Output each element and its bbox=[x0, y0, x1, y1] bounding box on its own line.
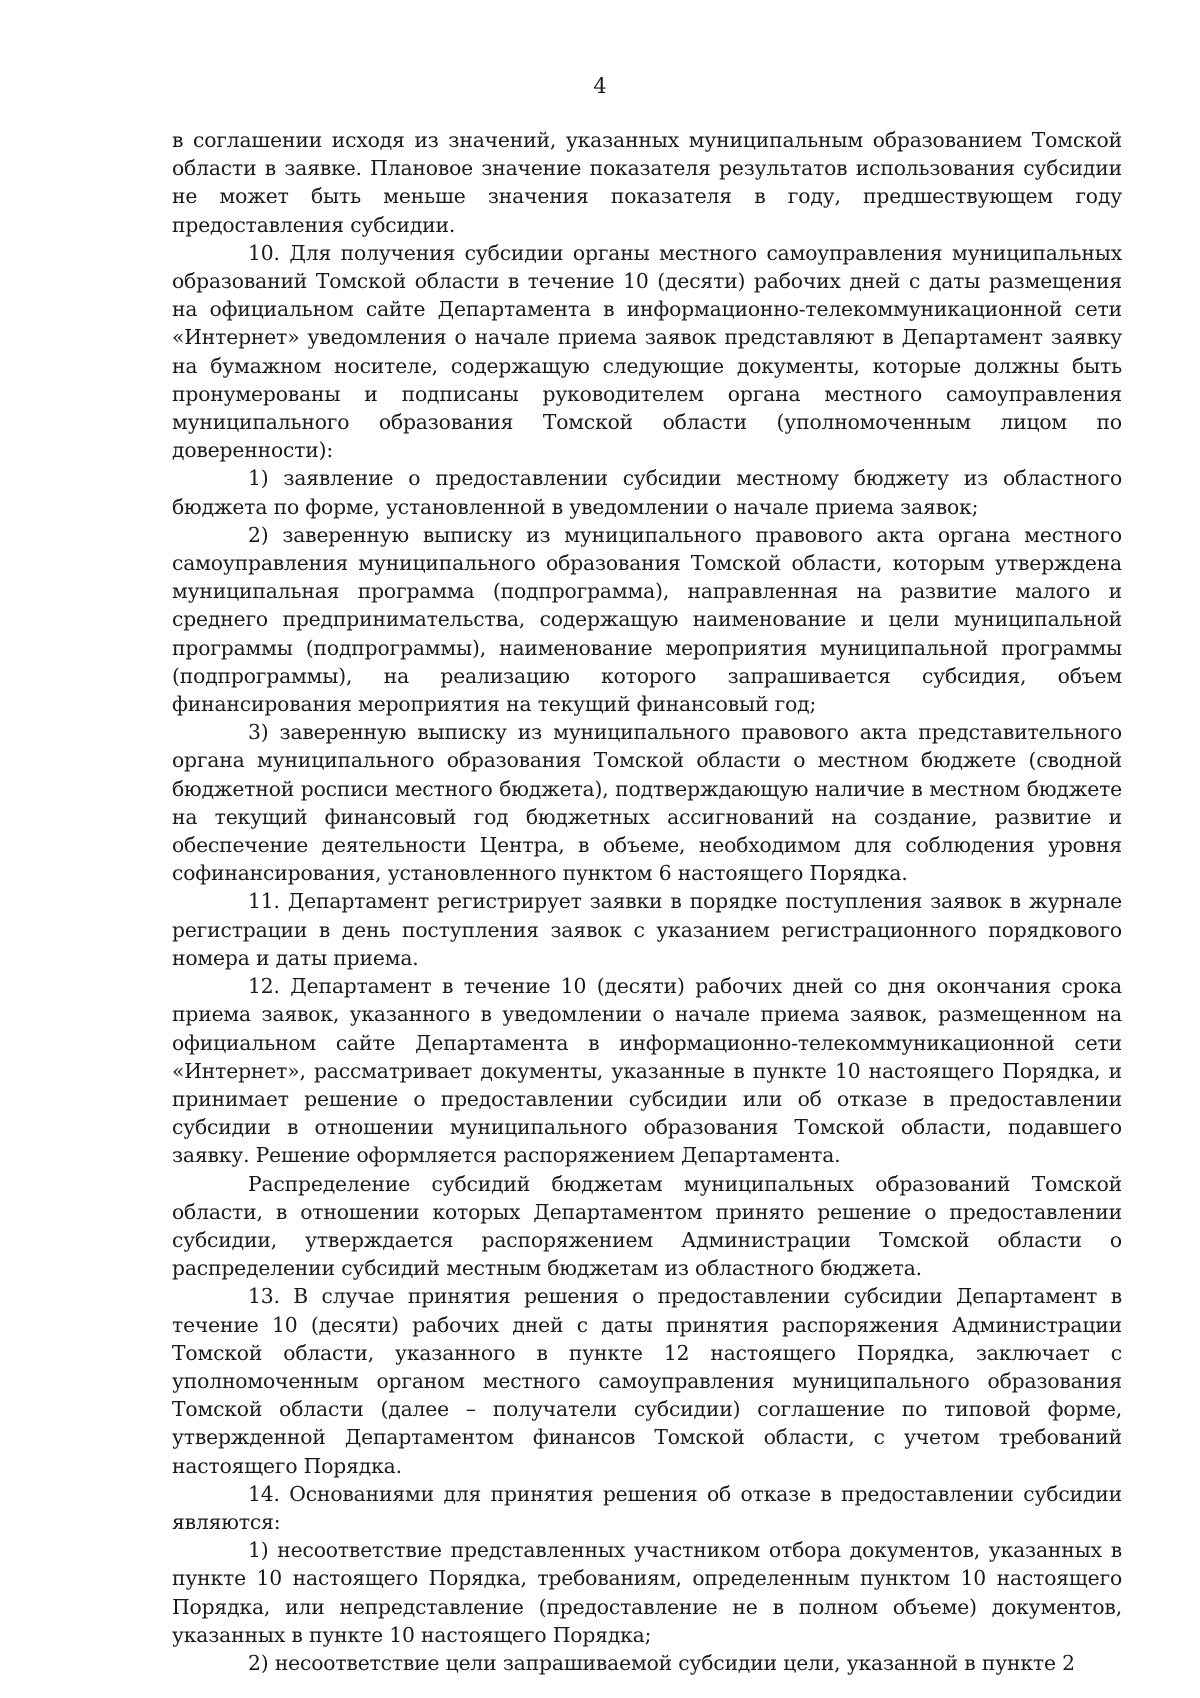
paragraph: в соглашении исходя из значений, указанных муниципальным образованием Томской области в заявке. Плановое значение показателя результатов использования субсидии не может быть меньше значения показателя в году, предшествующем году предоставления субсидии. bbox=[172, 128, 1122, 237]
paragraph: 11. Департамент регистрирует заявки в порядке поступления заявок в журнале регистрации в день поступления заявок с указанием регистрационного порядкового номера и даты приема. bbox=[172, 889, 1122, 970]
paragraph: 12. Департамент в течение 10 (десяти) рабочих дней со дня окончания срока приема заявок, указанного в уведомлении о начале приема заявок, размещенном на официальном сайте Департамента в информационно-телекоммуникационной сети «Интернет», рассматривает документы, указанные в пункте 10 настоящего Порядка, и принимает решение о предоставлении субсидии или об отказе в предоставлении субсидии в отношении муниципального образования Томской области, подавшего заявку. Решение оформляется распоряжением Департамента. bbox=[172, 974, 1122, 1168]
paragraph: 2) заверенную выписку из муниципального правового акта органа местного самоуправления муниципального образования Томской области, которым утверждена муниципальная программа (подпрограмма), направленная на развитие малого и среднего предпринимательства, содержащую наименование и цели муниципальной программы (подпрограммы), наименование мероприятия муниципальной программы (подпрограммы), на реализацию которого запрашивается субсидия, объем финансирования мероприятия на текущий финансовый год; bbox=[172, 522, 1122, 717]
document-body bbox=[172, 126, 1122, 1677]
paragraph: 1) несоответствие представленных участником отбора документов, указанных в пункте 10 настоящего Порядка, требованиям, определенным пунктом 10 настоящего Порядка, или непредставление (предоставление не в полном объеме) документов, указанных в пункте 10 настоящего Порядка; bbox=[172, 1538, 1122, 1647]
paragraph: 14. Основаниями для принятия решения об отказе в предоставлении субсидии являются: bbox=[172, 1481, 1122, 1534]
paragraph: 10. Для получения субсидии органы местного самоуправления муниципальных образований Томской области в течение 10 (десяти) рабочих дней с даты размещения на официальном сайте Департамента в информационно-телекоммуникационной сети «Интернет» уведомления о начале приема заявок представляют в Департамент заявку на бумажном носителе, содержащую следующие документы, которые должны быть пронумерованы и подписаны руководителем органа местного самоуправления муниципального образования Томской области (уполномоченным лицом по доверенности): bbox=[172, 240, 1122, 463]
paragraph: 3) заверенную выписку из муниципального правового акта представительного органа муниципального образования Томской области о местном бюджете (сводной бюджетной росписи местного бюджета), подтверждающую наличие в местном бюджете на текущий финансовый год бюджетных ассигнований на создание, развитие и обеспечение деятельности Центра, в объеме, необходимом для соблюдения уровня софинансирования, установленного пунктом 6 настоящего Порядка. bbox=[172, 720, 1122, 886]
paragraph: 2) несоответствие цели запрашиваемой субсидии цели, указанной в пункте 2 bbox=[248, 1650, 1075, 1675]
paragraph: Распределение субсидий бюджетам муниципальных образований Томской области, в отношении которых Департаментом принято решение о предоставлении субсидии, утверждается распоряжением Администрации Томской области о распределении субсидий местным бюджетам из областного бюджета. bbox=[172, 1171, 1122, 1281]
page-number: 4 bbox=[593, 74, 607, 98]
paragraph: 1) заявление о предоставлении субсидии местному бюджету из областного бюджета по форме, установленной в уведомлении о начале приема заявок; bbox=[172, 466, 1122, 519]
paragraph: 13. В случае принятия решения о предоставлении субсидии Департамент в течение 10 (десяти) рабочих дней с даты принятия распоряжения Администрации Томской области, указанного в пункте 12 настоящего Порядка, заключает с уполномоченным органом местного самоуправления муниципального образования Томской области (далее – получатели субсидии) соглашение по типовой форме, утвержденной Департаментом финансов Томской области, с учетом требований настоящего Порядка. bbox=[172, 1284, 1122, 1478]
